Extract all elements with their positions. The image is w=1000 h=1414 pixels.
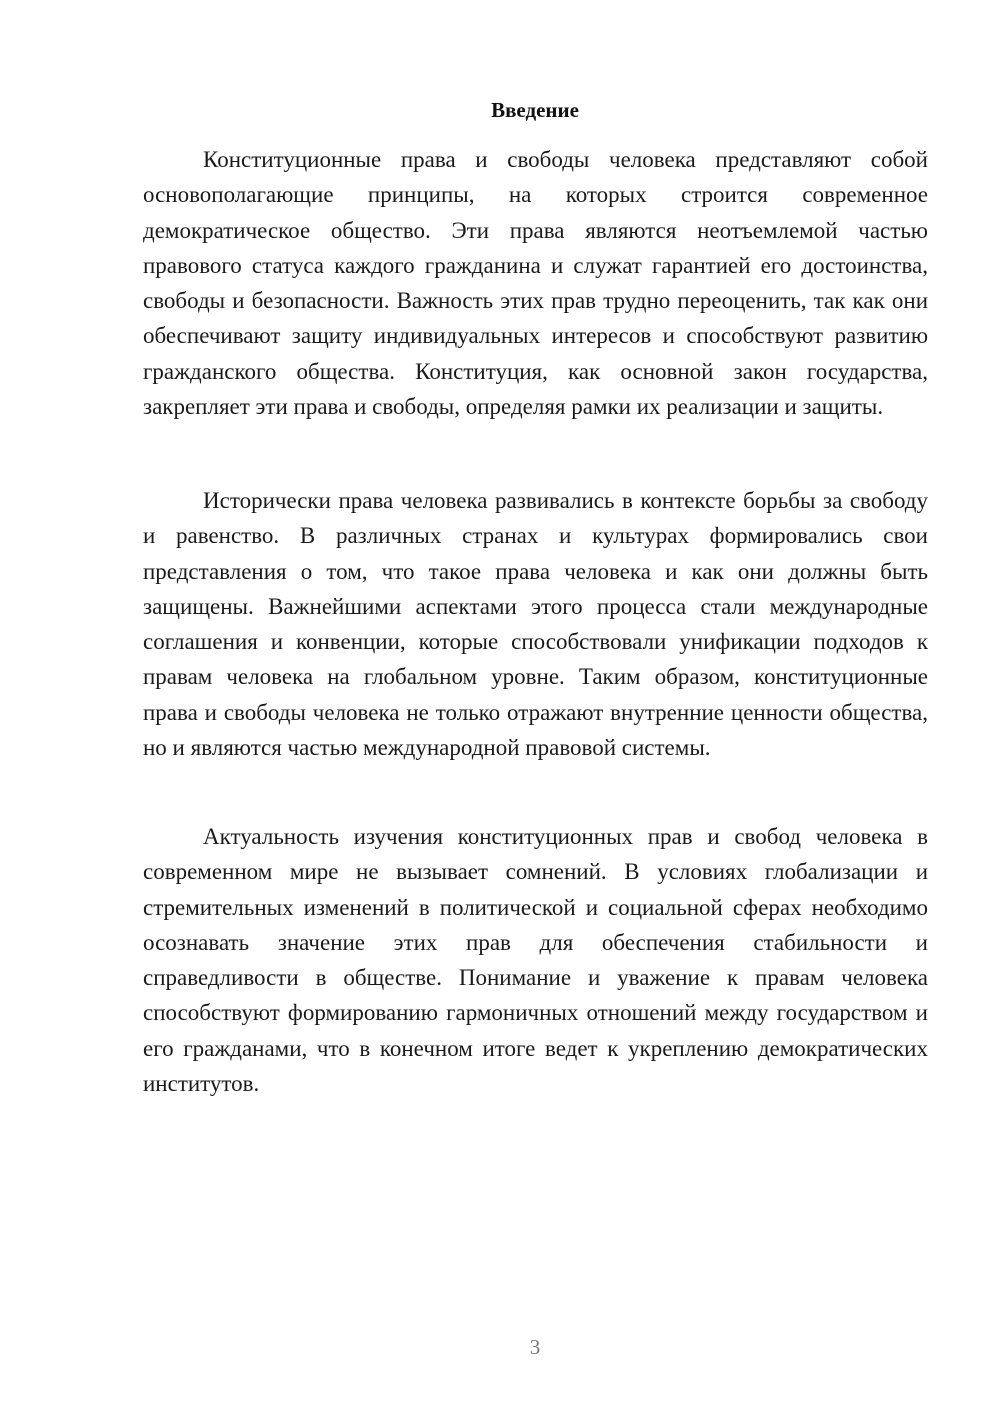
- paragraph-2: Исторически права человека развивались в контексте борьбы за свободу и равенство. В различных странах и культурах формировались свои представления о том, что такое права человека и как они должны быть защищены. Важнейшими аспектами этого процесса стали международные соглашения и конвенции, которые способствовали унификации подходов к правам человека на глобальном уровне. Таким образом, конституционные права и свободы человека не только отражают внутренние ценности общества, но и являются частью международной правовой системы.: [143, 488, 928, 761]
- paragraph-3: Актуальность изучения конституционных прав и свобод человека в современном мире не вызывает сомнений. В условиях глобализации и стремительных изменений в политической и социальной сферах необходимо осознавать значение этих прав для обеспечения стабильности и справедливости в обществе. Понимание и уважение к правам человека способствуют формированию гармоничных отношений между государством и его гражданами, что в конечном итоге ведет к укреплению демократических институтов.: [143, 824, 928, 1097]
- page-number: 3: [529, 1335, 541, 1359]
- section-heading: Введение: [491, 98, 579, 122]
- paragraph-1: Конституционные права и свободы человека представляют собой основополагающие принципы, на которых строится современное демократическое общество. Эти права являются неотъемлемой частью правового статуса каждого гражданина и служат гарантией его достоинства, свободы и безопасности. Важность этих прав трудно переоценить, так как они обеспечивают защиту индивидуальных интересов и способствуют развитию гражданского общества. Конституция, как основной закон государства, закрепляет эти права и свободы, определяя рамки их реализации и защиты.: [143, 147, 928, 420]
